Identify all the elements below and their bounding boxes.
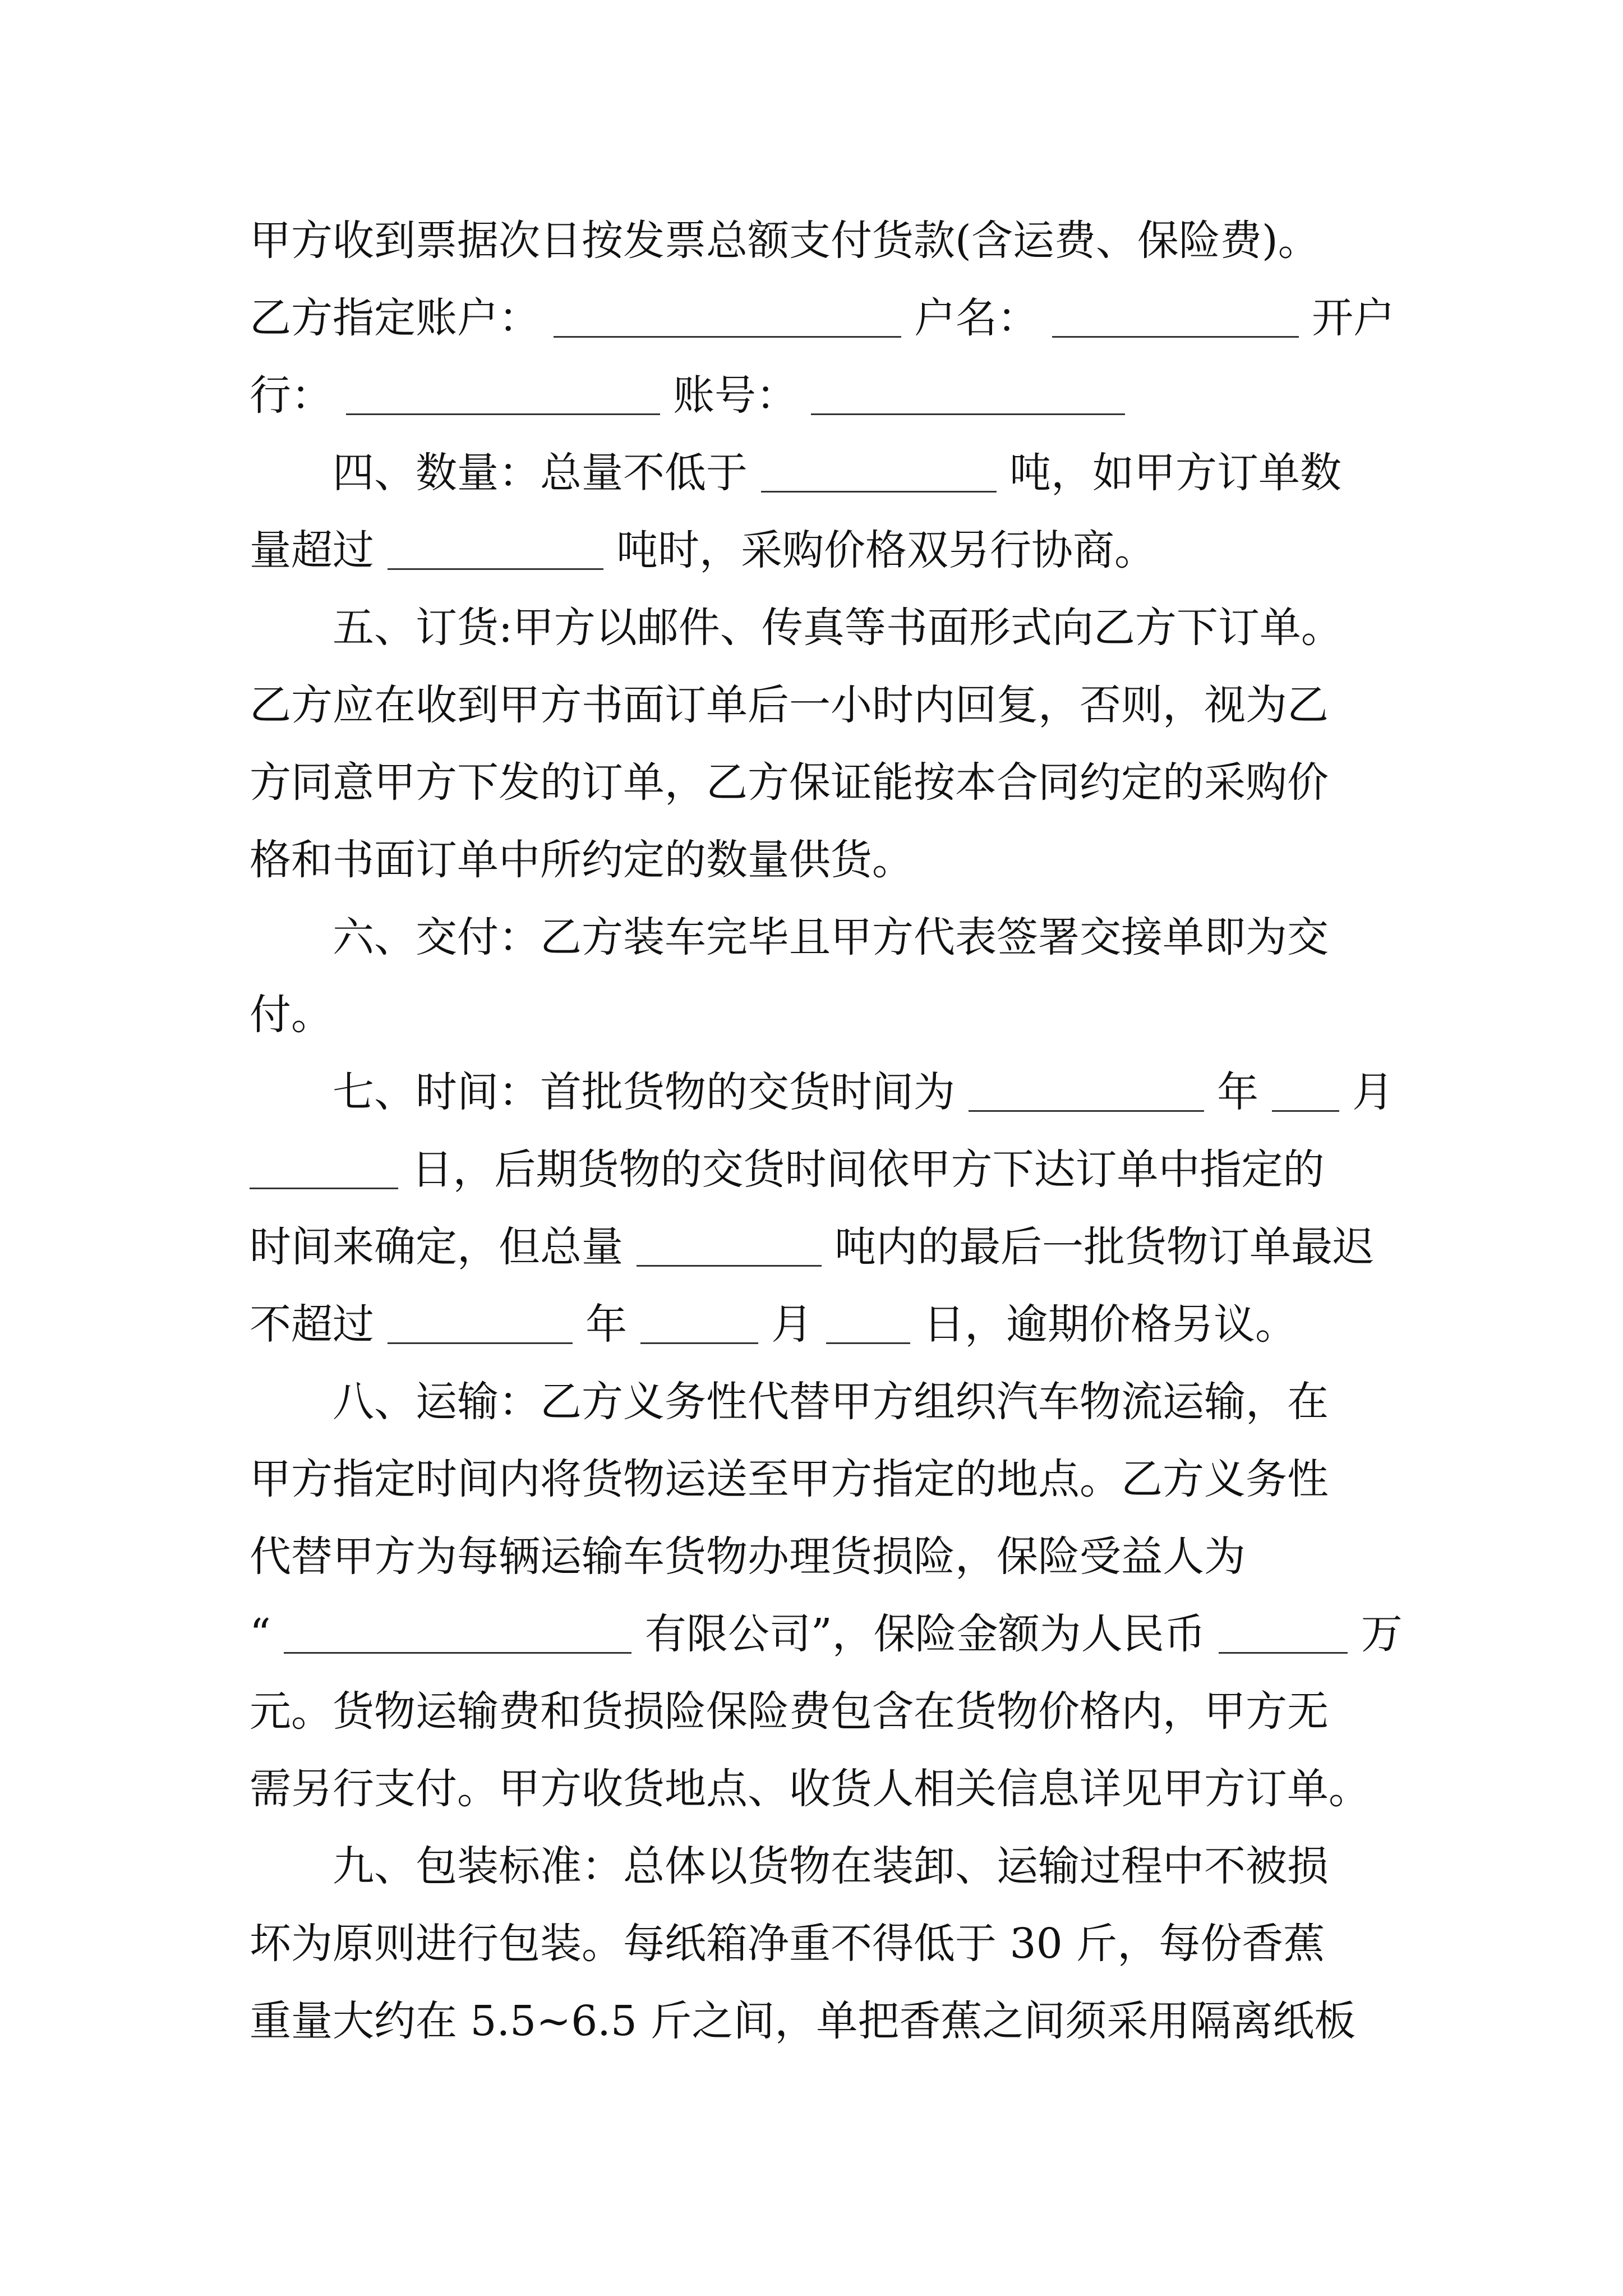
paragraph-line-payment-terms bbox=[250, 202, 1382, 279]
first-delivery-day-blank bbox=[250, 1131, 398, 1208]
text-segment: 五、订货:甲方以邮件、传真等书面形式向乙方下订单。 bbox=[333, 604, 1343, 652]
text-segment: 开户 bbox=[1312, 294, 1395, 342]
text-segment: 吨内的最后一批货物订单最迟 bbox=[834, 1223, 1375, 1271]
paragraph-line-ordering-response bbox=[250, 666, 1382, 744]
text-segment: 户名： bbox=[914, 294, 1039, 342]
paragraph-line-time bbox=[250, 1053, 1394, 1131]
paragraph-line-bank-info bbox=[250, 357, 1382, 434]
paragraph-line-time-total bbox=[250, 1208, 1382, 1286]
text-segment: 代替甲方为每辆运输车货物办理货损险，保险受益人为 bbox=[250, 1533, 1246, 1581]
text-segment: 八、运输：乙方义务性代替甲方组织汽车物流运输，在 bbox=[333, 1378, 1329, 1426]
paragraph-line-time-continued bbox=[250, 1131, 1382, 1208]
contract-body bbox=[250, 202, 1403, 2060]
text-segment: 账号： bbox=[673, 371, 798, 420]
text-segment: 年 bbox=[585, 1300, 628, 1349]
text-segment: 甲方收到票据次日按发票总额支付货款(含运费、保险费)。 bbox=[250, 217, 1320, 265]
text-segment: 坏为原则进行包装。每纸箱净重不得低于 30 斤，每份香蕉 bbox=[250, 1920, 1325, 1968]
paragraph-line-delivery-continued bbox=[250, 976, 1382, 1053]
paragraph-line-transport bbox=[250, 1363, 1382, 1441]
text-segment: 量超过 bbox=[250, 526, 374, 574]
paragraph-line-ordering bbox=[250, 589, 1382, 666]
excess-quantity-blank bbox=[388, 512, 603, 589]
account-blank bbox=[554, 279, 901, 357]
text-segment: 有限公司”，保险金额为人民币 bbox=[644, 1610, 1206, 1658]
paragraph-line-banana-weight bbox=[250, 1982, 1382, 2060]
insurance-amount-blank bbox=[1219, 1595, 1348, 1673]
company-name-blank bbox=[284, 1595, 631, 1673]
paragraph-line-quantity-continued bbox=[250, 512, 1382, 589]
text-segment: 年 bbox=[1217, 1068, 1259, 1116]
paragraph-line-packaging-weight bbox=[250, 1905, 1382, 1982]
text-segment: 格和书面订单中所约定的数量供货。 bbox=[250, 836, 914, 884]
paragraph-line-packaging bbox=[250, 1828, 1382, 1905]
deadline-year-blank bbox=[388, 1286, 573, 1363]
first-delivery-month-blank bbox=[1272, 1053, 1339, 1131]
text-segment: 重量大约在 5.5~6.5 斤之间，单把香蕉之间须采用隔离纸板 bbox=[250, 1997, 1356, 2045]
text-segment: 付。 bbox=[250, 991, 333, 1039]
text-segment: 乙方应在收到甲方书面订单后一小时内回复，否则，视为乙 bbox=[250, 681, 1329, 729]
paragraph-line-receiving-info bbox=[250, 1750, 1382, 1828]
bank-blank bbox=[346, 357, 660, 434]
text-segment: 方同意甲方下发的订单，乙方保证能按本合同约定的采购价 bbox=[250, 758, 1329, 807]
text-segment: “ bbox=[250, 1610, 271, 1658]
paragraph-line-transport-cost bbox=[250, 1673, 1382, 1750]
text-segment: 月 bbox=[1352, 1068, 1394, 1116]
paragraph-line-quantity bbox=[250, 434, 1382, 512]
paragraph-line-account-info bbox=[250, 279, 1395, 357]
text-segment: 行： bbox=[250, 371, 333, 420]
paragraph-line-insurance-beneficiary bbox=[250, 1595, 1403, 1673]
account-name-blank bbox=[1052, 279, 1299, 357]
text-segment: 需另行支付。甲方收货地点、收货人相关信息详见甲方订单。 bbox=[250, 1765, 1370, 1813]
text-segment: 月 bbox=[771, 1300, 813, 1349]
text-segment: 吨，如甲方订单数 bbox=[1009, 449, 1342, 497]
paragraph-line-deadline bbox=[250, 1286, 1382, 1363]
minimum-quantity-blank bbox=[761, 434, 997, 512]
text-segment: 时间来确定，但总量 bbox=[250, 1223, 623, 1271]
text-segment: 吨时，采购价格双另行协商。 bbox=[616, 526, 1156, 574]
paragraph-line-delivery bbox=[250, 899, 1382, 976]
deadline-day-blank bbox=[826, 1286, 910, 1363]
text-segment: 日，后期货物的交货时间依甲方下达订单中指定的 bbox=[411, 1145, 1325, 1194]
total-quantity-blank bbox=[637, 1208, 822, 1286]
deadline-month-blank bbox=[640, 1286, 758, 1363]
text-segment: 不超过 bbox=[250, 1300, 374, 1349]
paragraph-line-ordering-approval bbox=[250, 744, 1382, 821]
text-segment: 九、包装标准：总体以货物在装卸、运输过程中不被损 bbox=[333, 1842, 1329, 1890]
text-segment: 六、交付：乙方装车完毕且甲方代表签署交接单即为交 bbox=[333, 913, 1329, 961]
text-segment: 日，逾期价格另议。 bbox=[923, 1300, 1297, 1349]
paragraph-line-ordering-quantity bbox=[250, 821, 1382, 899]
first-delivery-year-blank bbox=[969, 1053, 1204, 1131]
text-segment: 甲方指定时间内将货物运送至甲方指定的地点。乙方义务性 bbox=[250, 1455, 1329, 1503]
text-segment: 乙方指定账户： bbox=[250, 294, 540, 342]
text-segment: 元。货物运输费和货损险保险费包含在货物价格内，甲方无 bbox=[250, 1687, 1329, 1736]
account-number-blank bbox=[811, 357, 1125, 434]
text-segment: 万 bbox=[1361, 1610, 1403, 1658]
paragraph-line-transport-insurance bbox=[250, 1518, 1382, 1595]
text-segment: 七、时间：首批货物的交货时间为 bbox=[333, 1068, 955, 1116]
paragraph-line-transport-location bbox=[250, 1441, 1382, 1518]
text-segment: 四、数量：总量不低于 bbox=[333, 449, 748, 497]
